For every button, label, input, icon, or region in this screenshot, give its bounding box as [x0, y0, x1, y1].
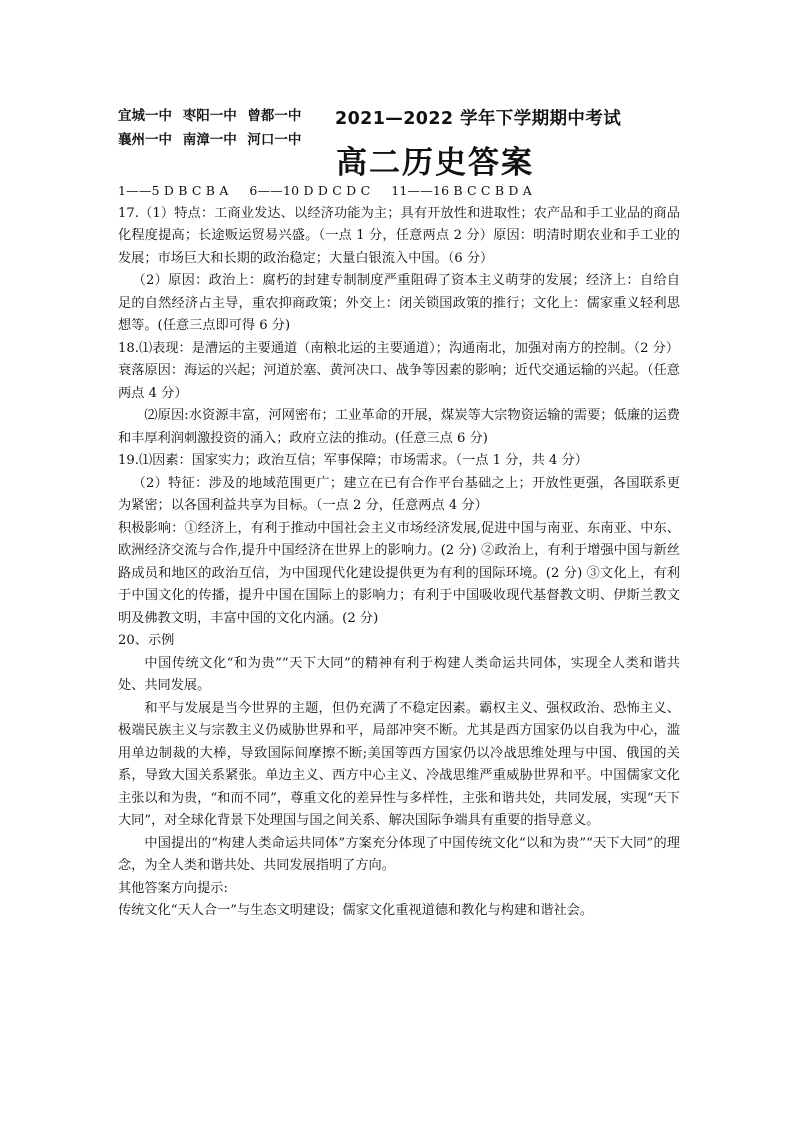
exam-title: 2021—2022 学年下学期期中考试 — [335, 109, 622, 129]
q19-part2: （2）特征：涉及的地域范围更广；建立在已有合作平台基础之上；开放性更强，各国联系更为紧密；以各国利益共享为目标。（一点 2 分，任意两点 4 分） — [118, 475, 680, 513]
schools-line-1: 宜城一中 枣阳一中 曾都一中 — [118, 108, 302, 124]
q20-heading: 20、示例 — [118, 633, 175, 648]
answer-body — [118, 180, 680, 923]
q19-part1: 19.⑴因素：国家实力；政治互信；军事保障；市场需求。（一点 1 分，共 4 分） — [118, 453, 588, 468]
q20-paragraph-1: 中国传统文化“和为贵”“天下大同”的精神有利于构建人类命运共同体，实现全人类和谐共处、共同发展。 — [118, 655, 680, 693]
other-answers-heading: 其他答案方向提示: — [118, 880, 228, 896]
q18-part1-decline: 衰落原因：海运的兴起；河道於塞、黄河决口、战争等因素的影响；近代交通运输的兴起。（任意两点 4 分） — [118, 363, 680, 401]
q17-part1: 17.（1）特点：工商业发达、以经济功能为主；具有开放性和进取性；农产品和手工业品的商品化程度提高；长途贩运贸易兴盛。（一点 1 分，任意两点 2 分）原因：明清时期农业和手工业的发展；市场巨大和长期的政治稳定；大量白银流入中国。（6 分） — [118, 205, 680, 266]
schools-line-2: 襄州一中 南漳一中 河口一中 — [118, 132, 302, 148]
q18-part1-performance: 18.⑴表现：是漕运的主要通道（南粮北运的主要通道）；沟通南北，加强对南方的控制。（2 分） — [118, 340, 680, 356]
q20-paragraph-3: 中国提出的“构建人类命运共同体”方案充分体现了中国传统文化“以和为贵”“天下大同”的理念，为全人类和谐共处、共同发展指明了方向。 — [118, 835, 680, 873]
school-list — [118, 104, 338, 152]
other-answers-text: 传统文化“天人合一”与生态文明建设；儒家文化重视道德和教化与构建和谐社会。 — [118, 903, 594, 918]
q18-part2: ⑵原因:水资源丰富，河网密布；工业革命的开展，煤炭等大宗物资运输的需要；低廉的运费和丰厚利润刺激投资的涌入；政府立法的推动。(任意三点 6 分) — [118, 408, 680, 446]
q19-impact: 积极影响：①经济上，有利于推动中国社会主义市场经济发展,促进中国与南亚、东南亚、中东、欧洲经济交流与合作,提升中国经济在世界上的影响力。(2 分) ②政治上，有利于增强中国与新丝路成员和地区的政治互信，为中国现代化建设提供更为有利的国际环境。(2 分) ③文化上，有利于中国文化的传播，提升中国在国际上的影响力；有利于中国吸收现代基督教文明、伊斯兰教文明及佛教文明，丰富中国的文化内涵。(2 分) — [118, 520, 680, 626]
document-title: 高二历史答案 — [336, 145, 534, 181]
multiple-choice-answers: 1——5 D B C B A 6——10 D D C D C 11——16 B C C B D A — [118, 183, 533, 198]
q20-paragraph-2: 和平与发展是当今世界的主题，但仍充满了不稳定因素。霸权主义、强权政治、恐怖主义、极端民族主义与宗教主义仍威胁世界和平，局部冲突不断。尤其是西方国家仍以自我为中心，滥用单边制裁的大棒，导致国际间摩擦不断;美国等西方国家仍以冷战思维处理与中国、俄国的关系，导致大国关系紧张。单边主义、西方中心主义、冷战思维严重威胁世界和平。中国儒家文化主张以和为贵，“和而不同”，尊重文化的差异性与多样性，主张和谐共处，共同发展，实现“天下大同”，对全球化背景下处理国与国之间关系、解决国际争端具有重要的指导意义。 — [118, 700, 680, 828]
q17-part2: （2）原因：政治上：腐朽的封建专制制度严重阻碍了资本主义萌芽的发展；经济上：自给自足的自然经济占主导，重农抑商政策；外交上：闭关锁国政策的推行；文化上：儒家重义轻利思想等。(任意三点即可得 6 分) — [118, 273, 680, 333]
